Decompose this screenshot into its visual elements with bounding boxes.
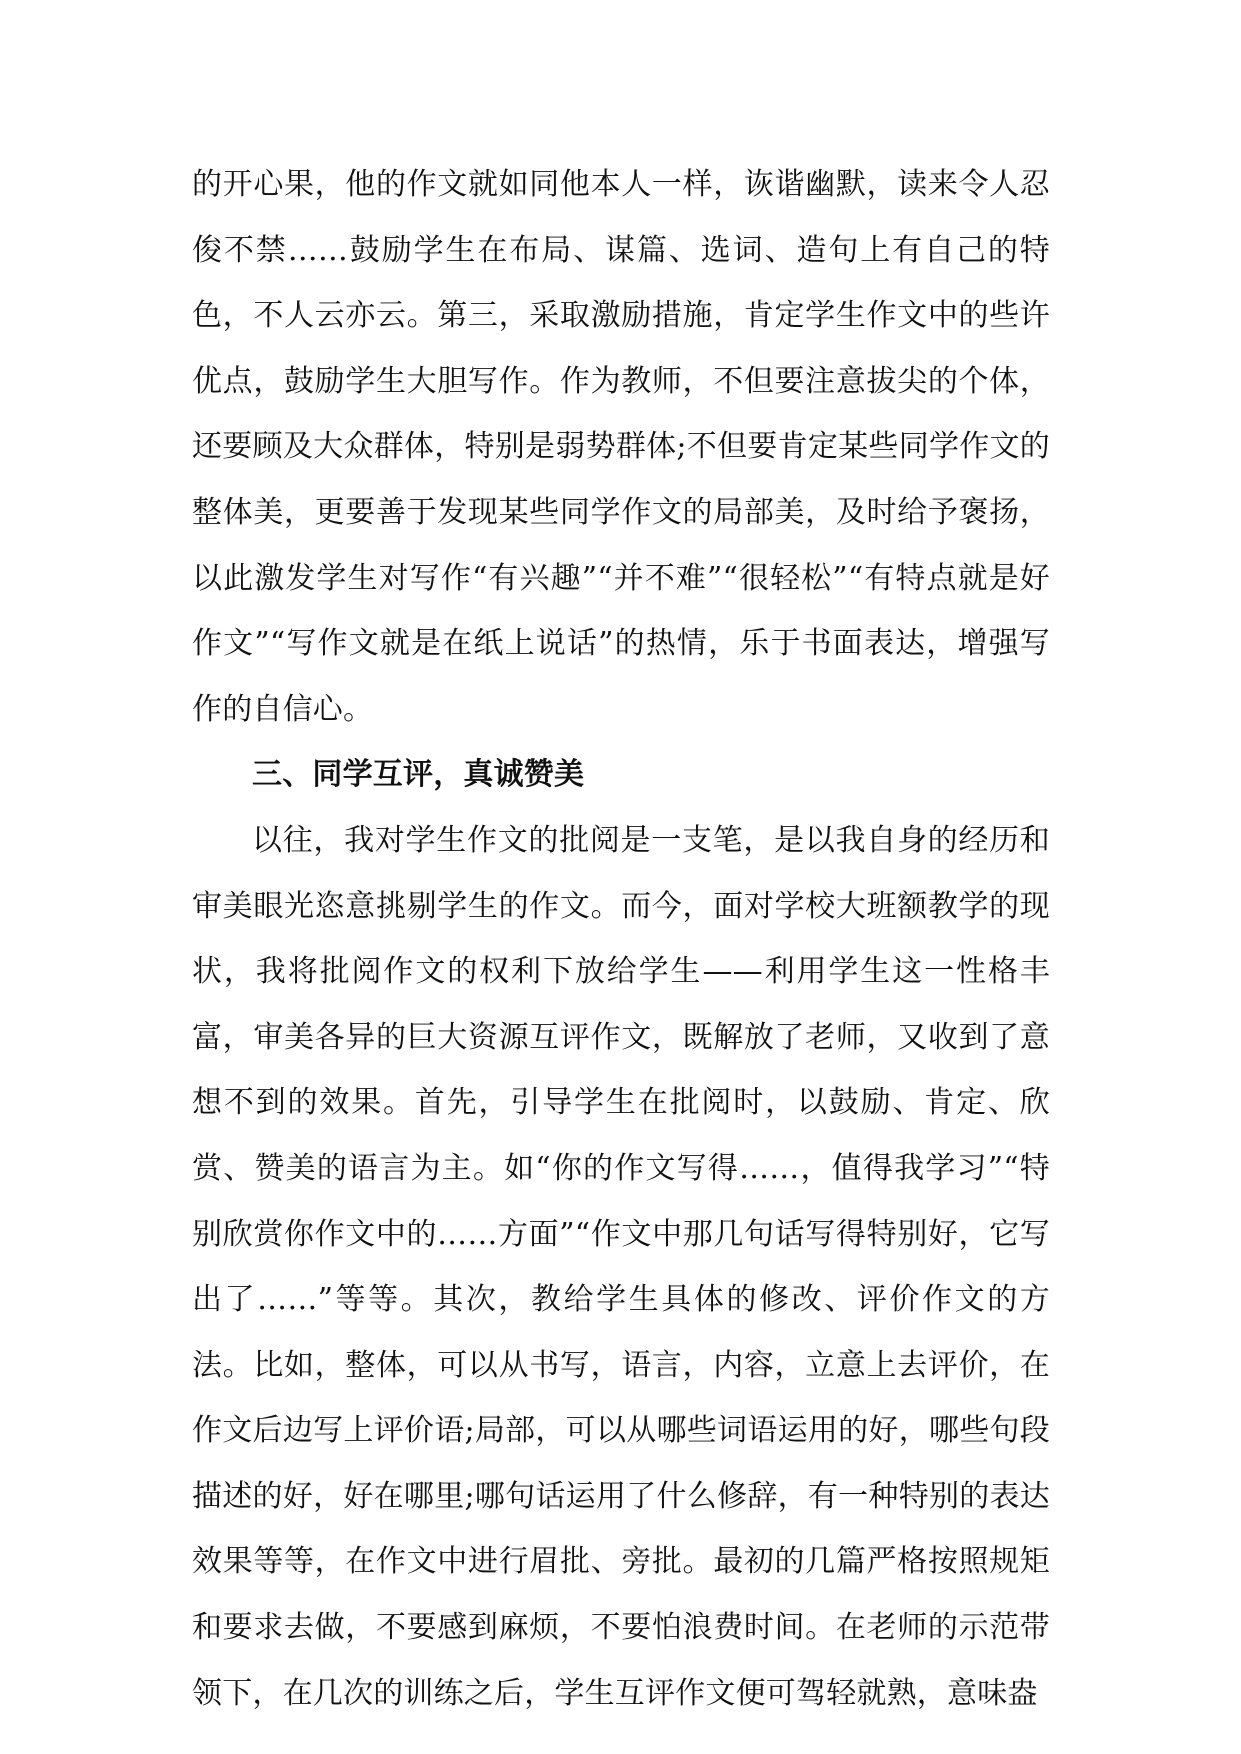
paragraph-section-three: 以往，我对学生作文的批阅是一支笔，是以我自身的经历和审美眼光恣意挑剔学生的作文。而今，面对学校大班额教学的现状，我将批阅作文的权利下放给学生——利用学生这一性格丰富，审美各异的巨大资源互评作文，既解放了老师，又收到了意想不到的效果。首先，引导学生在批阅时，以鼓励、肯定、欣赏、赞美的语言为主。如“你的作文写得……，值得我学习”“特别欣赏你作文中的……方面”“作文中那几句话写得特别好，它写出了……”等等。其次，教给学生具体的修改、评价作文的方法。比如，整体，可以从书写，语言，内容，立意上去评价，在作文后边写上评价语;局部，可以从哪些词语运用的好，哪些句段描述的好，好在哪里;哪句话运用了什么修辞，有一种特别的表达效果等等，在作文中进行眉批、旁批。最初的几篇严格按照规矩和要求去做，不要感到麻烦，不要怕浪费时间。在老师的示范带领下，在几次的训练之后，学生互评作文便可驾轻就熟，意味盎 (192, 822, 1050, 1711)
paragraph-continued: 的开心果，他的作文就如同他本人一样，诙谐幽默，读来令人忍俊不禁……鼓励学生在布局、谋篇、选词、造句上有自己的特色，不人云亦云。第三，采取激励措施，肯定学生作文中的些许优点，鼓励学生大胆写作。作为教师，不但要注意拔尖的个体，还要顾及大众群体，特别是弱势群体;不但要肯定某些同学作文的整体美，更要善于发现某些同学作文的局部美，及时给予褒扬，以此激发学生对写作“有兴趣”“并不难”“很轻松”“有特点就是好作文”“写作文就是在纸上说话”的热情，乐于书面表达，增强写作的自信心。 (192, 167, 1050, 727)
document-body (192, 152, 1050, 1726)
section-heading: 三、同学互评，真诚赞美 (252, 757, 585, 793)
